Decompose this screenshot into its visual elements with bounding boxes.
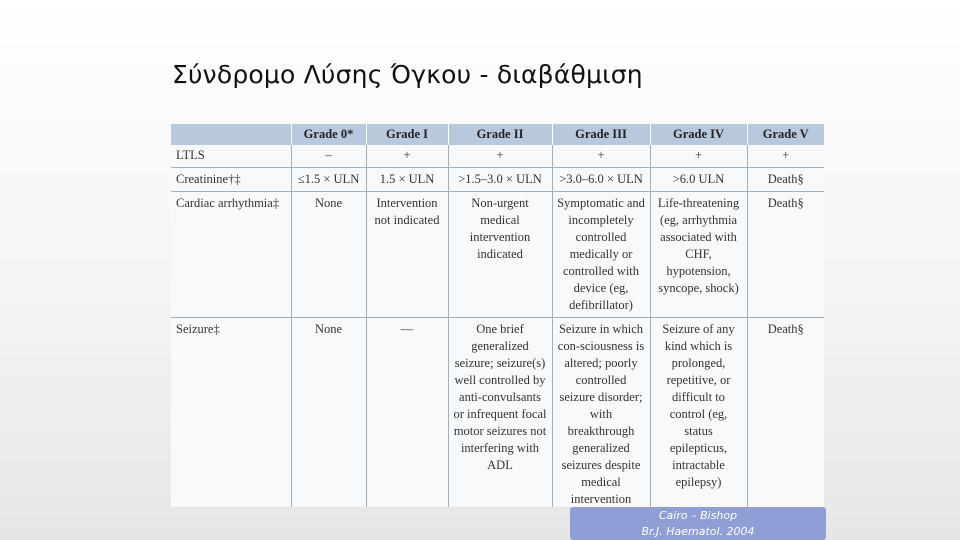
citation-journal: Br.J. Haematol. 2004 xyxy=(641,525,755,538)
row-label: LTLS xyxy=(171,145,291,168)
table-cell: >3.0–6.0 × ULN xyxy=(552,168,650,192)
table-cell: Seizure of any kind which is prolonged, repetitive, or difficult to control (eg, status epilepticus, intractable epilepsy) xyxy=(650,318,747,508)
table-cell: Non-urgent medical intervention indicated xyxy=(448,192,552,318)
row-label: Creatinine†‡ xyxy=(171,168,291,192)
header-cell: Grade IV xyxy=(650,124,747,145)
header-cell: Grade 0* xyxy=(291,124,366,145)
table-cell: None xyxy=(291,318,366,508)
grading-table-container xyxy=(171,124,824,507)
table-row xyxy=(171,192,824,318)
table-cell: + xyxy=(552,145,650,168)
table-cell: Death§ xyxy=(747,318,824,508)
table-cell: Intervention not indicated xyxy=(366,192,448,318)
table-row xyxy=(171,168,824,192)
header-cell: Grade II xyxy=(448,124,552,145)
header-cell: Grade I xyxy=(366,124,448,145)
table-cell: Death§ xyxy=(747,168,824,192)
header-cell xyxy=(171,124,291,145)
table-cell: 1.5 × ULN xyxy=(366,168,448,192)
table-cell: + xyxy=(448,145,552,168)
row-label: Cardiac arrhythmia‡ xyxy=(171,192,291,318)
table-header-row xyxy=(171,124,824,145)
table-cell: >6.0 ULN xyxy=(650,168,747,192)
grading-table xyxy=(171,124,824,507)
citation-box xyxy=(570,507,826,540)
table-cell: + xyxy=(650,145,747,168)
header-cell: Grade III xyxy=(552,124,650,145)
table-cell: + xyxy=(366,145,448,168)
header-cell: Grade V xyxy=(747,124,824,145)
table-cell: Symptomatic and incompletely controlled medically or controlled with device (eg, defibrillator) xyxy=(552,192,650,318)
table-cell: One brief generalized seizure; seizure(s) well controlled by anti-convulsants or infrequent focal motor seizures not interfering with ADL xyxy=(448,318,552,508)
table-cell: ≤1.5 × ULN xyxy=(291,168,366,192)
citation-authors: Cairo – Bishop xyxy=(658,509,738,522)
row-label: Seizure‡ xyxy=(171,318,291,508)
table-cell: Seizure in which con-sciousness is altered; poorly controlled seizure disorder; with breakthrough generalized seizures despite medical intervention xyxy=(552,318,650,508)
table-cell: – xyxy=(291,145,366,168)
table-cell: Life-threatening (eg, arrhythmia associated with CHF, hypotension, syncope, shock) xyxy=(650,192,747,318)
table-cell: — xyxy=(366,318,448,508)
table-row xyxy=(171,318,824,508)
table-cell: Death§ xyxy=(747,192,824,318)
table-cell: + xyxy=(747,145,824,168)
table-row xyxy=(171,145,824,168)
table-cell: >1.5–3.0 × ULN xyxy=(448,168,552,192)
table-cell: None xyxy=(291,192,366,318)
slide-title: Σύνδρομο Λύσης Όγκου - διαβάθμιση xyxy=(172,60,643,89)
